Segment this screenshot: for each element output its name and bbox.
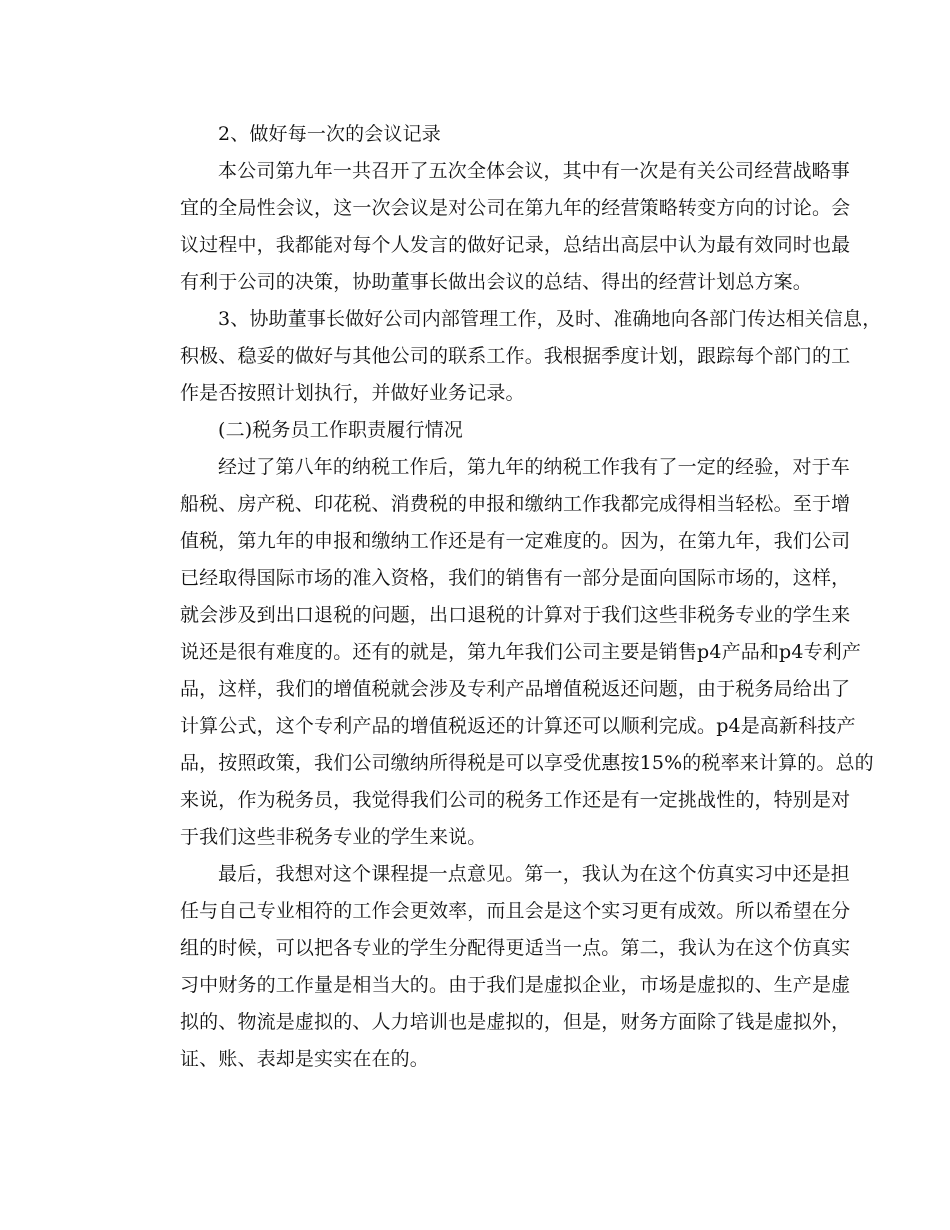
document-body [142,116,882,1078]
text-line: 计算公式，这个专利产品的增值税返还的计算还可以顺利完成。p4是高新科技产 [180,715,856,737]
text-line: (二)税务员工作职责履行情况 [218,419,463,441]
text-line: 作是否按照计划执行，并做好业务记录。 [180,382,525,404]
text-line: 品，这样，我们的增值税就会涉及专利产品增值税返还问题，由于税务局给出了 [180,678,851,700]
text-line: 已经取得国际市场的准入资格，我们的销售有一部分是面向国际市场的，这样， [180,567,851,589]
paragraph-meeting-records [142,153,851,301]
text-line: 本公司第九年一共召开了五次全体会议，其中有一次是有关公司经营战略事 [218,160,850,182]
paragraph-item-3 [142,301,882,412]
paragraph-suggestions [142,856,851,1078]
paragraph-tax-duties [142,449,874,856]
text-line: 2、做好每一次的会议记录 [218,123,441,145]
text-line: 宜的全局性会议，这一次会议是对公司在第九年的经营策略转变方向的讨论。会 [180,197,851,219]
item-2-heading [142,116,814,153]
text-line: 于我们这些非税务专业的学生来说。 [180,826,487,848]
text-line: 经过了第八年的纳税工作后，第九年的纳税工作我有了一定的经验，对于车 [218,456,850,478]
text-line: 船税、房产税、印花税、消费税的申报和缴纳工作我都完成得相当轻松。至于增 [180,493,851,515]
text-line: 最后，我想对这个课程提一点意见。第一，我认为在这个仿真实习中还是担 [218,863,850,885]
text-line: 积极、稳妥的做好与其他公司的联系工作。我根据季度计划，跟踪每个部门的工 [180,345,851,367]
text-line: 证、账、表却是实实在在的。 [180,1048,429,1070]
text-line: 来说，作为税务员，我觉得我们公司的税务工作还是有一定挑战性的，特别是对 [180,789,851,811]
text-line: 组的时候，可以把各专业的学生分配得更适当一点。第二，我认为在这个仿真实 [180,937,851,959]
text-line: 品，按照政策，我们公司缴纳所得税是可以享受优惠按15%的税率来计算的。总的 [180,752,874,774]
text-line: 说还是很有难度的。还有的就是，第九年我们公司主要是销售p4产品和p4专利产 [180,641,862,663]
text-line: 3、协助董事长做好公司内部管理工作，及时、准确地向各部门传达相关信息， [218,308,882,330]
text-line: 拟的、物流是虚拟的、人力培训也是虚拟的，但是，财务方面除了钱是虚拟外， [180,1011,851,1033]
text-line: 就会涉及到出口退税的问题，出口退税的计算对于我们这些非税务专业的学生来 [180,604,851,626]
text-line: 有利于公司的决策，协助董事长做出会议的总结、得出的经营计划总方案。 [180,271,812,293]
text-line: 值税，第九年的申报和缴纳工作还是有一定难度的。因为，在第九年，我们公司 [180,530,851,552]
section-2-heading [142,412,814,449]
text-line: 任与自己专业相符的工作会更效率，而且会是这个实习更有成效。所以希望在分 [180,900,851,922]
text-line: 习中财务的工作量是相当大的。由于我们是虚拟企业，市场是虚拟的、生产是虚 [180,974,851,996]
text-line: 议过程中，我都能对每个人发言的做好记录，总结出高层中认为最有效同时也最 [180,234,851,256]
